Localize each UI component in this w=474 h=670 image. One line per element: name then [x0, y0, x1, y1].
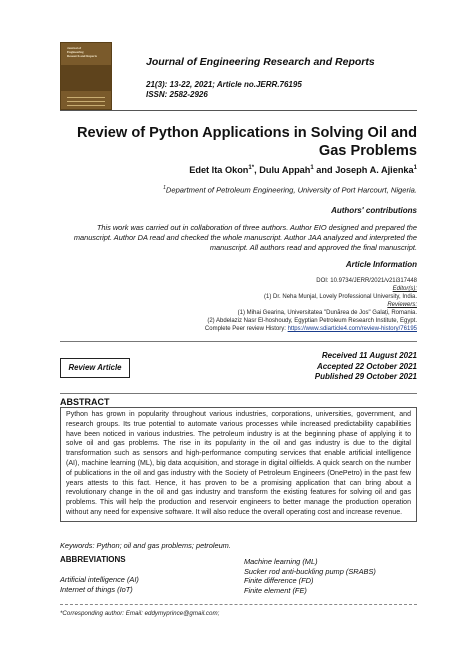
authors-text: Edet Ita Okon$^{1*}$, Dulu Appah$^1$ and Joseph A. Ajienka$^1$	[189, 165, 417, 176]
contributions-heading: Authors' contributions	[331, 206, 417, 215]
cover-stripe	[67, 105, 105, 106]
abbreviation-item: Finite difference (FD)	[244, 576, 314, 585]
abstract-heading: ABSTRACT	[60, 397, 110, 407]
editors-label: Editor(s):	[392, 286, 417, 292]
author-affiliation: $^1$Department of Petroleum Engineering, University of Port Harcourt, Nigeria.	[163, 185, 417, 195]
abbreviation-item: Finite element (FE)	[244, 585, 307, 595]
reviewer-entry: (1) Mihai Gearina, Universitatea "Dunărea de Jos" Galați, Romania.	[237, 310, 417, 316]
publication-dates	[250, 351, 417, 383]
cover-title-line: Engineering	[67, 50, 84, 54]
abstract-divider	[60, 393, 417, 394]
footnote-divider	[60, 604, 417, 605]
reviewers-label: Reviewers:	[387, 302, 417, 308]
journal-name: Journal of Engineering Research and Reports	[146, 56, 375, 68]
affiliation-text: Department of Petroleum Engineering, University of Port Harcourt, Nigeria.	[165, 185, 417, 195]
cover-title	[67, 46, 109, 58]
doi-text: DOI: 10.9734/JERR/2021/v21i317448	[316, 278, 417, 284]
abbreviation-item: Artificial intelligence (AI)	[60, 575, 139, 584]
published-date: Published 29 October 2021	[314, 372, 417, 381]
article-type-badge: Review Article	[60, 358, 130, 378]
peer-review-history	[60, 325, 417, 333]
cover-band	[61, 65, 111, 91]
corresponding-author-footnote: *Corresponding author: Email: eddymyprince@gmail.com;	[60, 610, 220, 617]
accepted-date: Accepted 22 October 2021	[316, 361, 417, 371]
abstract-text: Python has grown in popularity throughout various industries, corporations, universities, government, and research groups. Its true potential to automate various processes while increased predictability capabilities have been noticed in various industries. The petroleum industry is at the beginning phase of applying it to solve oil and gas problems. The rise in its popularity in the oil and gas industry is due to the digital transformation such as sensors and high-performance computing services that enable artificial intelligence (AI), machine learning (ML), big data acquisition, and storage in digital oilfields. A quick search on the number of publications in the oil and gas industry with the Society of Petroleum Engineers (OnePetro) in the past few years attests to this fact. Hence, it has proven to be a promising application that can bring about a revolutionary change in the oil and gas industry and transform the existing features for solving oil and gas problems. This will help the production and reservoir engineers to better manage the production operation without any need for expensive software. It will also reduce the overall operating cost and increase revenue.	[60, 407, 417, 522]
history-link[interactable]: https://www.sdiarticle4.com/review-history/76195	[287, 326, 417, 332]
editor-entry: (1) Dr. Neha Munjal, Lovely Professional University, India.	[264, 294, 417, 300]
cover-title-line: Research and Reports	[67, 54, 98, 58]
journal-issn: ISSN: 2582-2926	[146, 90, 208, 99]
journal-issue: 21(3): 13-22, 2021; Article no.JERR.76195	[146, 80, 302, 89]
keywords: Keywords: Python; oil and gas problems; petroleum.	[60, 541, 231, 550]
info-divider	[60, 341, 417, 342]
paper-title: Review of Python Applications in Solving Oil and Gas Problems	[76, 125, 417, 159]
abbreviation-item: Sucker rod anti-buckling pump (SRABS)	[244, 566, 376, 576]
abbreviations-left-column	[60, 575, 139, 594]
reviewer-entry: (2) Abdelaziz Nasr El-hoshoudy, Egyptian Petroleum Research Institute, Egypt.	[207, 318, 417, 324]
cover-title-line: Journal of	[67, 46, 82, 50]
cover-stripe	[67, 101, 105, 102]
abbreviations-heading: ABBREVIATIONS	[60, 555, 126, 564]
abbreviations-right-column	[244, 557, 376, 595]
article-info-block	[60, 277, 417, 333]
header-divider	[60, 110, 417, 111]
contributions-text: This work was carried out in collaboration of three authors. Author EIO designed and prepared the manuscript. Author DA read and checked the whole manuscript. Author JAA analyzed and interpreted the manuscript. All authors read and approved the final manuscript.	[73, 223, 417, 252]
abbreviation-item: Internet of things (IoT)	[60, 584, 133, 594]
abbreviation-item: Machine learning (ML)	[244, 557, 318, 566]
history-label: Complete Peer review History:	[204, 326, 286, 332]
cover-stripe	[67, 97, 105, 98]
journal-cover-thumbnail	[60, 42, 112, 110]
author-list	[60, 165, 417, 175]
received-date: Received 11 August 2021	[321, 351, 417, 360]
article-info-heading: Article Information	[345, 260, 417, 269]
